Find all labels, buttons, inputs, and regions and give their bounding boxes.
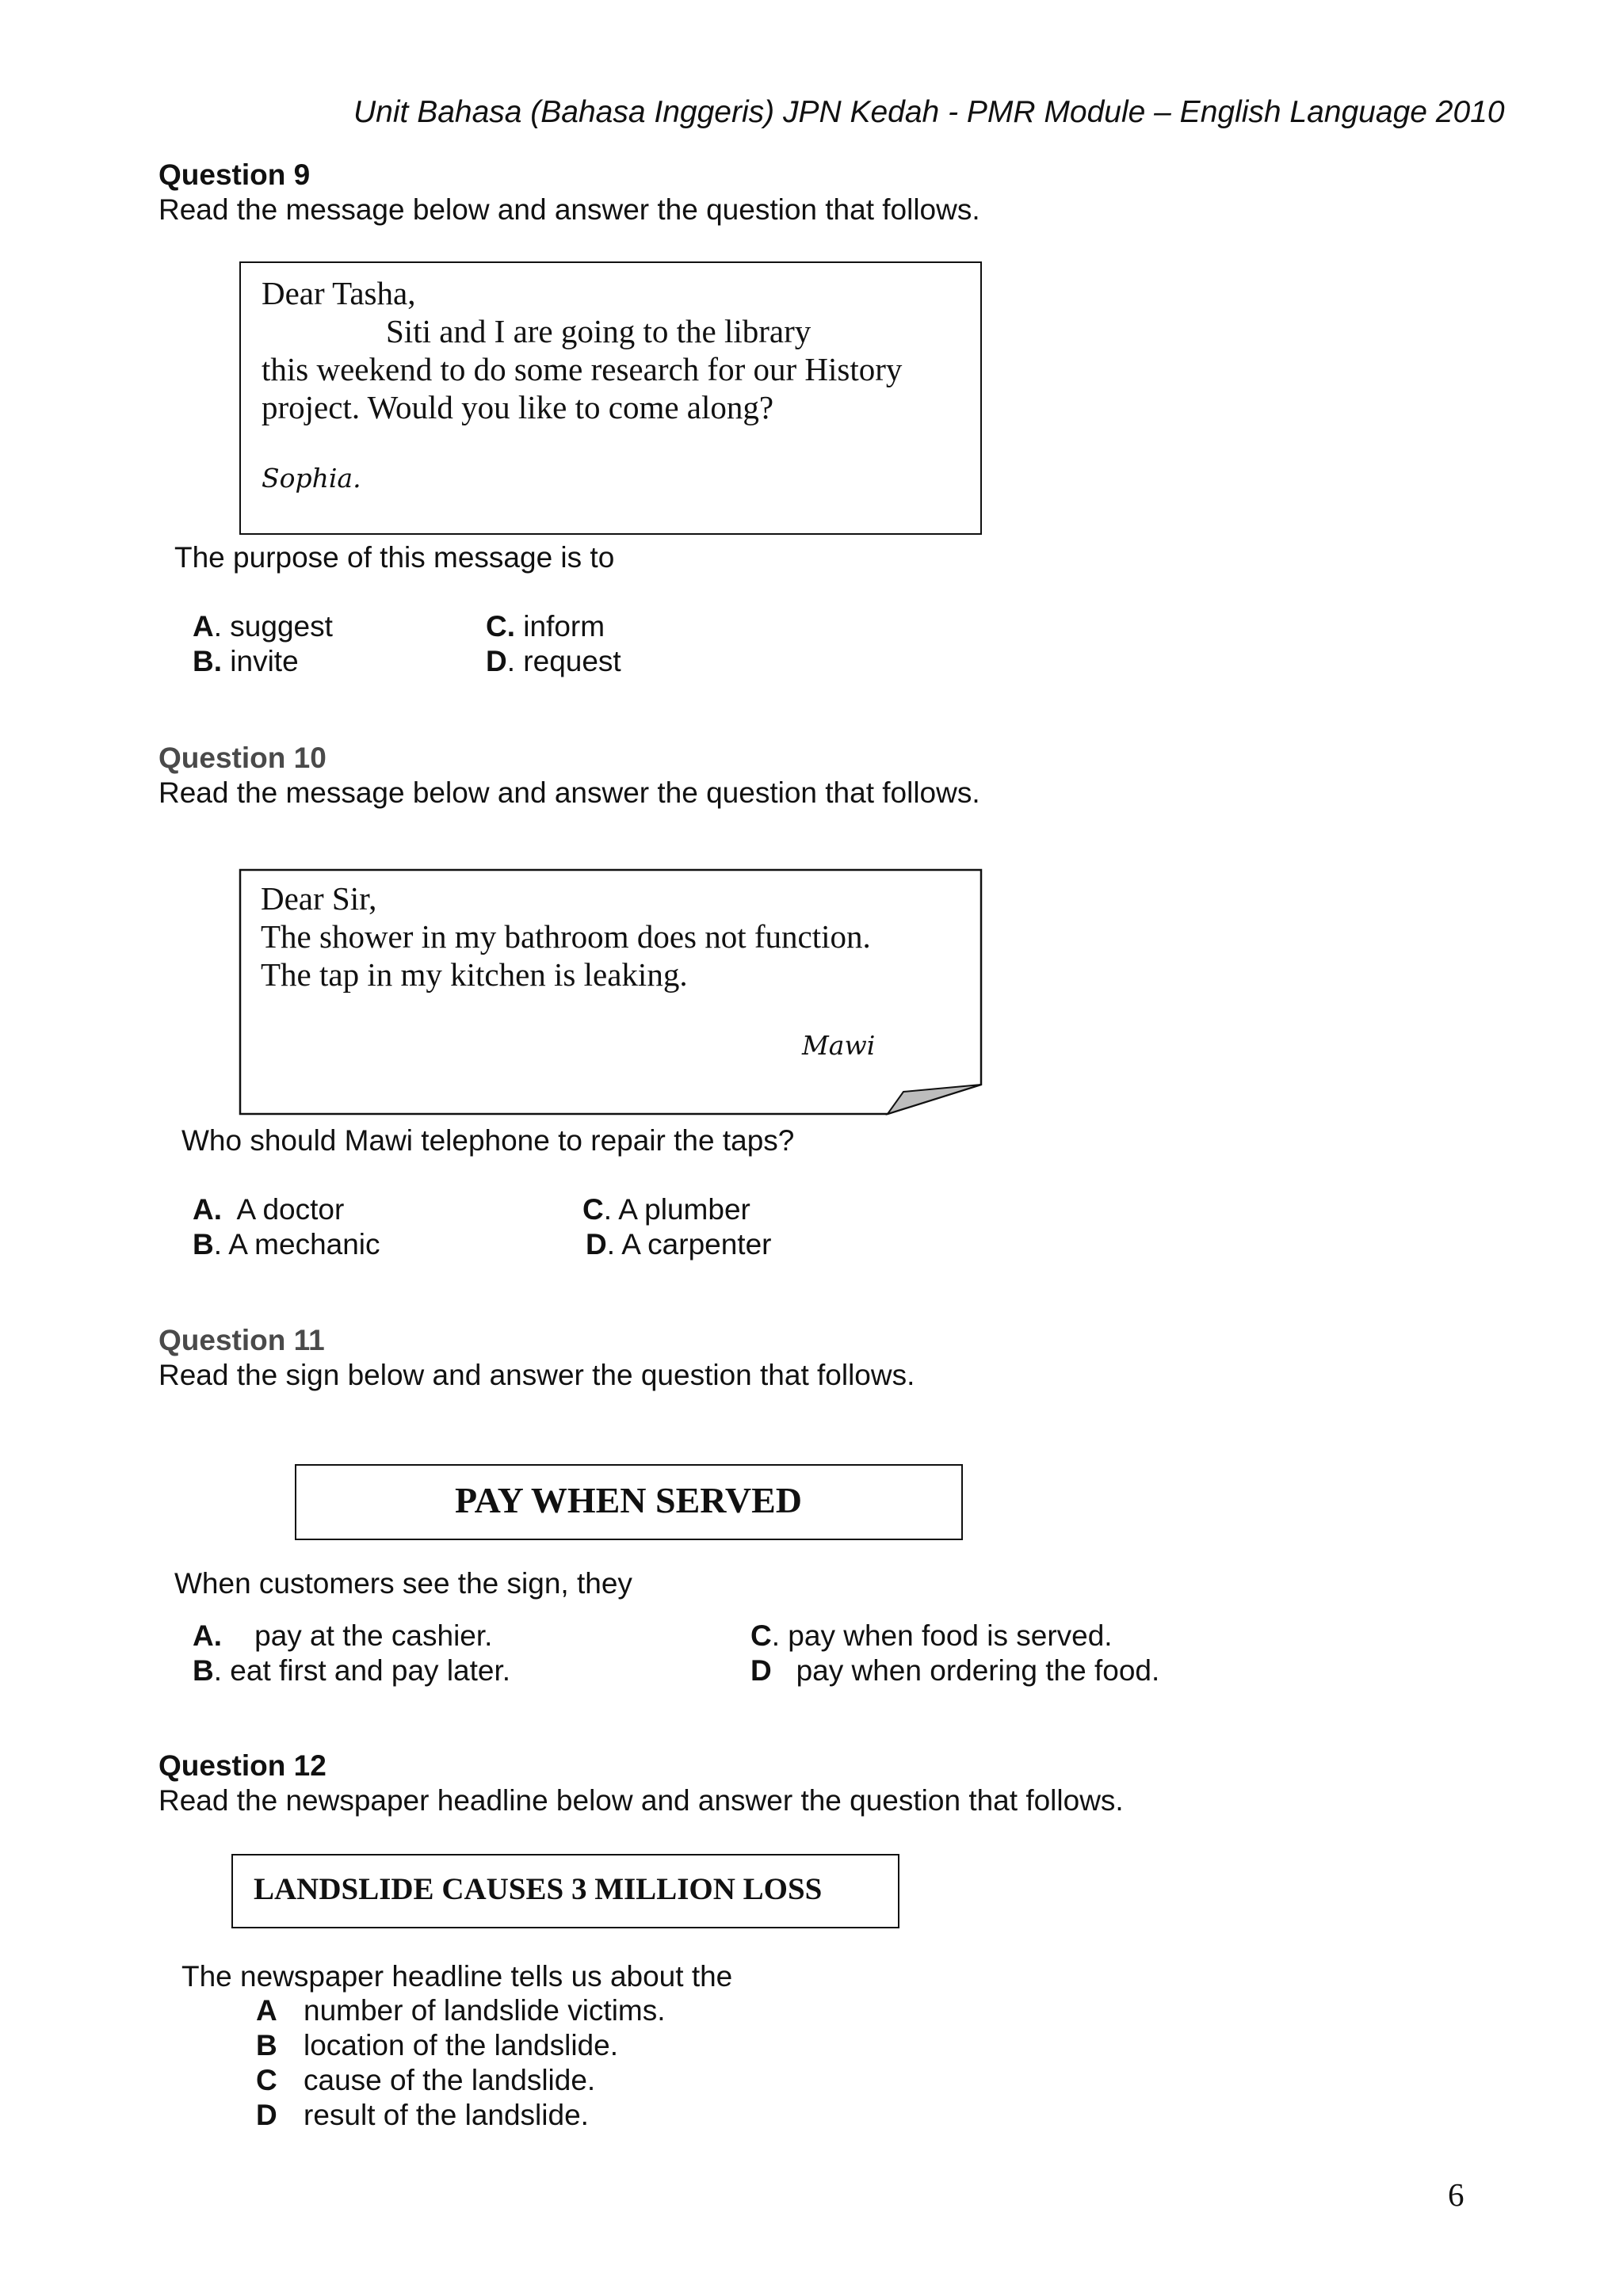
option-text: inform (515, 610, 605, 643)
option-letter: D (486, 645, 507, 677)
option-a (256, 1993, 277, 2028)
question-11-title: Question 11 (158, 1324, 325, 1356)
question-10-instruction: Read the message below and answer the question that follows. (158, 776, 980, 809)
question-9-stem: The purpose of this message is to (174, 541, 615, 574)
headline-text: LANDSLIDE CAUSES 3 MILLION LOSS (254, 1872, 823, 1906)
sign-text: PAY WHEN SERVED (454, 1480, 803, 1520)
option-text: . request (506, 645, 621, 677)
option-letter: B (256, 2029, 277, 2061)
option-text: pay at the cashier. (254, 1619, 493, 1652)
page-number: 6 (1448, 2176, 1465, 2213)
option-letter: C (582, 1193, 604, 1226)
option-text: . A carpenter (606, 1228, 772, 1261)
option-a (193, 1192, 344, 1227)
option-d (750, 1653, 1159, 1688)
message-line: project. Would you like to come along? (262, 389, 774, 425)
option-d (486, 643, 621, 679)
question-10-title: Question 10 (158, 742, 327, 774)
option-c (750, 1618, 1113, 1653)
option-letter: C (256, 2064, 277, 2096)
option-c (256, 2062, 277, 2098)
question-10-stem: Who should Mawi telephone to repair the taps? (181, 1124, 795, 1157)
message-signature: Mawi (802, 1030, 876, 1061)
message-line: Siti and I are going to the library (386, 313, 812, 349)
question-11-instruction: Read the sign below and answer the question that follows. (158, 1359, 915, 1391)
option-text: . A plumber (603, 1193, 750, 1226)
option-a (193, 1618, 492, 1653)
option-text: cause of the landslide. (304, 2064, 596, 2096)
page-header: Unit Bahasa (Bahasa Inggeris) JPN Kedah - PMR Module – English Language 2010 (353, 95, 1505, 129)
question-9-instruction: Read the message below and answer the question that follows. (158, 193, 980, 226)
message-greeting: Dear Tasha, (262, 275, 416, 311)
option-letter: C (750, 1619, 772, 1652)
option-letter: D (586, 1228, 607, 1261)
message-line: The shower in my bathroom does not function. (261, 918, 871, 955)
question-9-message-box (239, 261, 982, 535)
option-letter: A. (193, 1619, 222, 1652)
question-12-title: Question 12 (158, 1749, 327, 1782)
question-12-stem: The newspaper headline tells us about the (181, 1960, 733, 1993)
option-text: result of the landslide. (304, 2099, 589, 2131)
message-signature: Sophia. (262, 463, 361, 494)
option-letter: D (256, 2099, 277, 2131)
option-b (193, 1653, 510, 1688)
question-11-sign-box (295, 1464, 963, 1540)
option-c (582, 1192, 750, 1227)
option-letter: A. (193, 1193, 222, 1226)
option-letter: A (193, 610, 214, 643)
option-letter: A (256, 1994, 277, 2027)
message-greeting: Dear Sir, (261, 880, 377, 917)
option-text: . eat first and pay later. (213, 1654, 511, 1687)
option-letter: D (750, 1654, 772, 1687)
option-b (193, 643, 299, 679)
option-letter: C. (486, 610, 515, 643)
option-letter: B. (193, 645, 222, 677)
option-letter: B (193, 1654, 214, 1687)
option-text: pay when ordering the food. (796, 1654, 1160, 1687)
option-text: invite (222, 645, 299, 677)
question-9-title: Question 9 (158, 158, 311, 191)
option-text: . suggest (213, 610, 333, 643)
question-11-stem: When customers see the sign, they (174, 1567, 632, 1600)
option-letter: B (193, 1228, 214, 1261)
option-a (193, 608, 333, 644)
question-12-instruction: Read the newspaper headline below and answer the question that follows. (158, 1784, 1124, 1817)
option-text: number of landslide victims. (304, 1994, 666, 2027)
option-text: location of the landslide. (304, 2029, 618, 2061)
option-c (486, 608, 605, 644)
option-text: . A mechanic (213, 1228, 380, 1261)
option-d (586, 1226, 771, 1262)
option-b (256, 2027, 277, 2063)
option-text: A doctor (236, 1193, 345, 1226)
option-text: . pay when food is served. (771, 1619, 1113, 1652)
option-d (256, 2097, 277, 2133)
option-b (193, 1226, 380, 1262)
question-12-headline-box (231, 1854, 899, 1928)
message-line: this weekend to do some research for our History (262, 351, 903, 387)
message-line: The tap in my kitchen is leaking. (261, 956, 688, 993)
